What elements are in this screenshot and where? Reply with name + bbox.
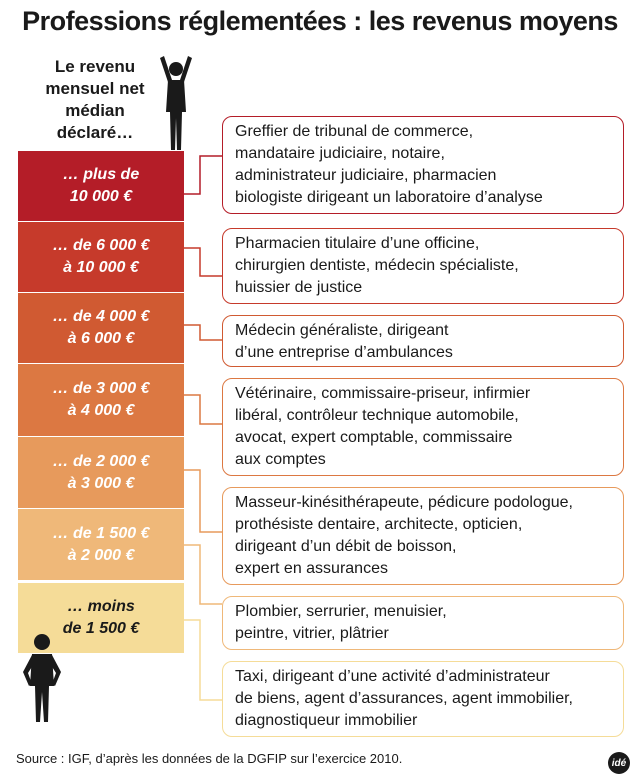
source-note: Source : IGF, d’après les données de la DGFIP sur l’exercice 2010. [16, 751, 403, 766]
connector-3 [184, 325, 222, 340]
profession-box-6: Plombier, serrurier, menuisier, peintre, vitrier, plâtrier [222, 596, 624, 650]
bracket-label: … moins de 1 500 € [62, 598, 140, 637]
intro-text: Le revenu mensuel net médian déclaré… [45, 57, 145, 142]
connector-2 [184, 248, 222, 276]
bracket-label: … plus de 10 000 € [62, 166, 140, 205]
bracket-label: … de 6 000 € à 10 000 € [52, 237, 150, 276]
profession-box-4: Vétérinaire, commissaire-priseur, infirmier libéral, contrôleur technique automobile, avocat, expert comptable, commissaire aux comptes [222, 378, 624, 476]
profession-box-5: Masseur-kinésithérapeute, pédicure podologue, prothésiste dentaire, architecte, opticien, dirigeant d’un débit de boisson, expert en assurances [222, 487, 624, 585]
connector-7 [184, 620, 222, 700]
bracket-label: … de 1 500 € à 2 000 € [52, 524, 150, 564]
profession-box-2: Pharmacien titulaire d’une officine, chirurgien dentiste, médecin spécialiste, huissier de justice [222, 228, 624, 304]
connector-5 [184, 470, 222, 532]
bracket-label: … de 4 000 € à 6 000 € [52, 308, 150, 347]
connector-1 [184, 156, 222, 194]
profession-box-7: Taxi, dirigeant d’une activité d’administrateur de biens, agent d’assurances, agent immobilier, diagnostiqueur immobilier [222, 661, 624, 737]
bracket-label: … de 3 000 € à 4 000 € [52, 380, 150, 419]
bracket-label: … de 2 000 € à 3 000 € [52, 452, 150, 492]
profession-box-1: Greffier de tribunal de commerce, mandataire judiciaire, notaire, administrateur judiciaire, pharmacien biologiste dirigeant un laboratoire d’analyse [222, 116, 624, 214]
connector-4 [184, 395, 222, 424]
connector-6 [184, 545, 222, 604]
publisher-logo: idé [608, 752, 630, 774]
profession-box-3: Médecin généraliste, dirigeant d’une entreprise d’ambulances [222, 315, 624, 367]
page-title: Professions réglementées : les revenus moyens [22, 6, 618, 36]
